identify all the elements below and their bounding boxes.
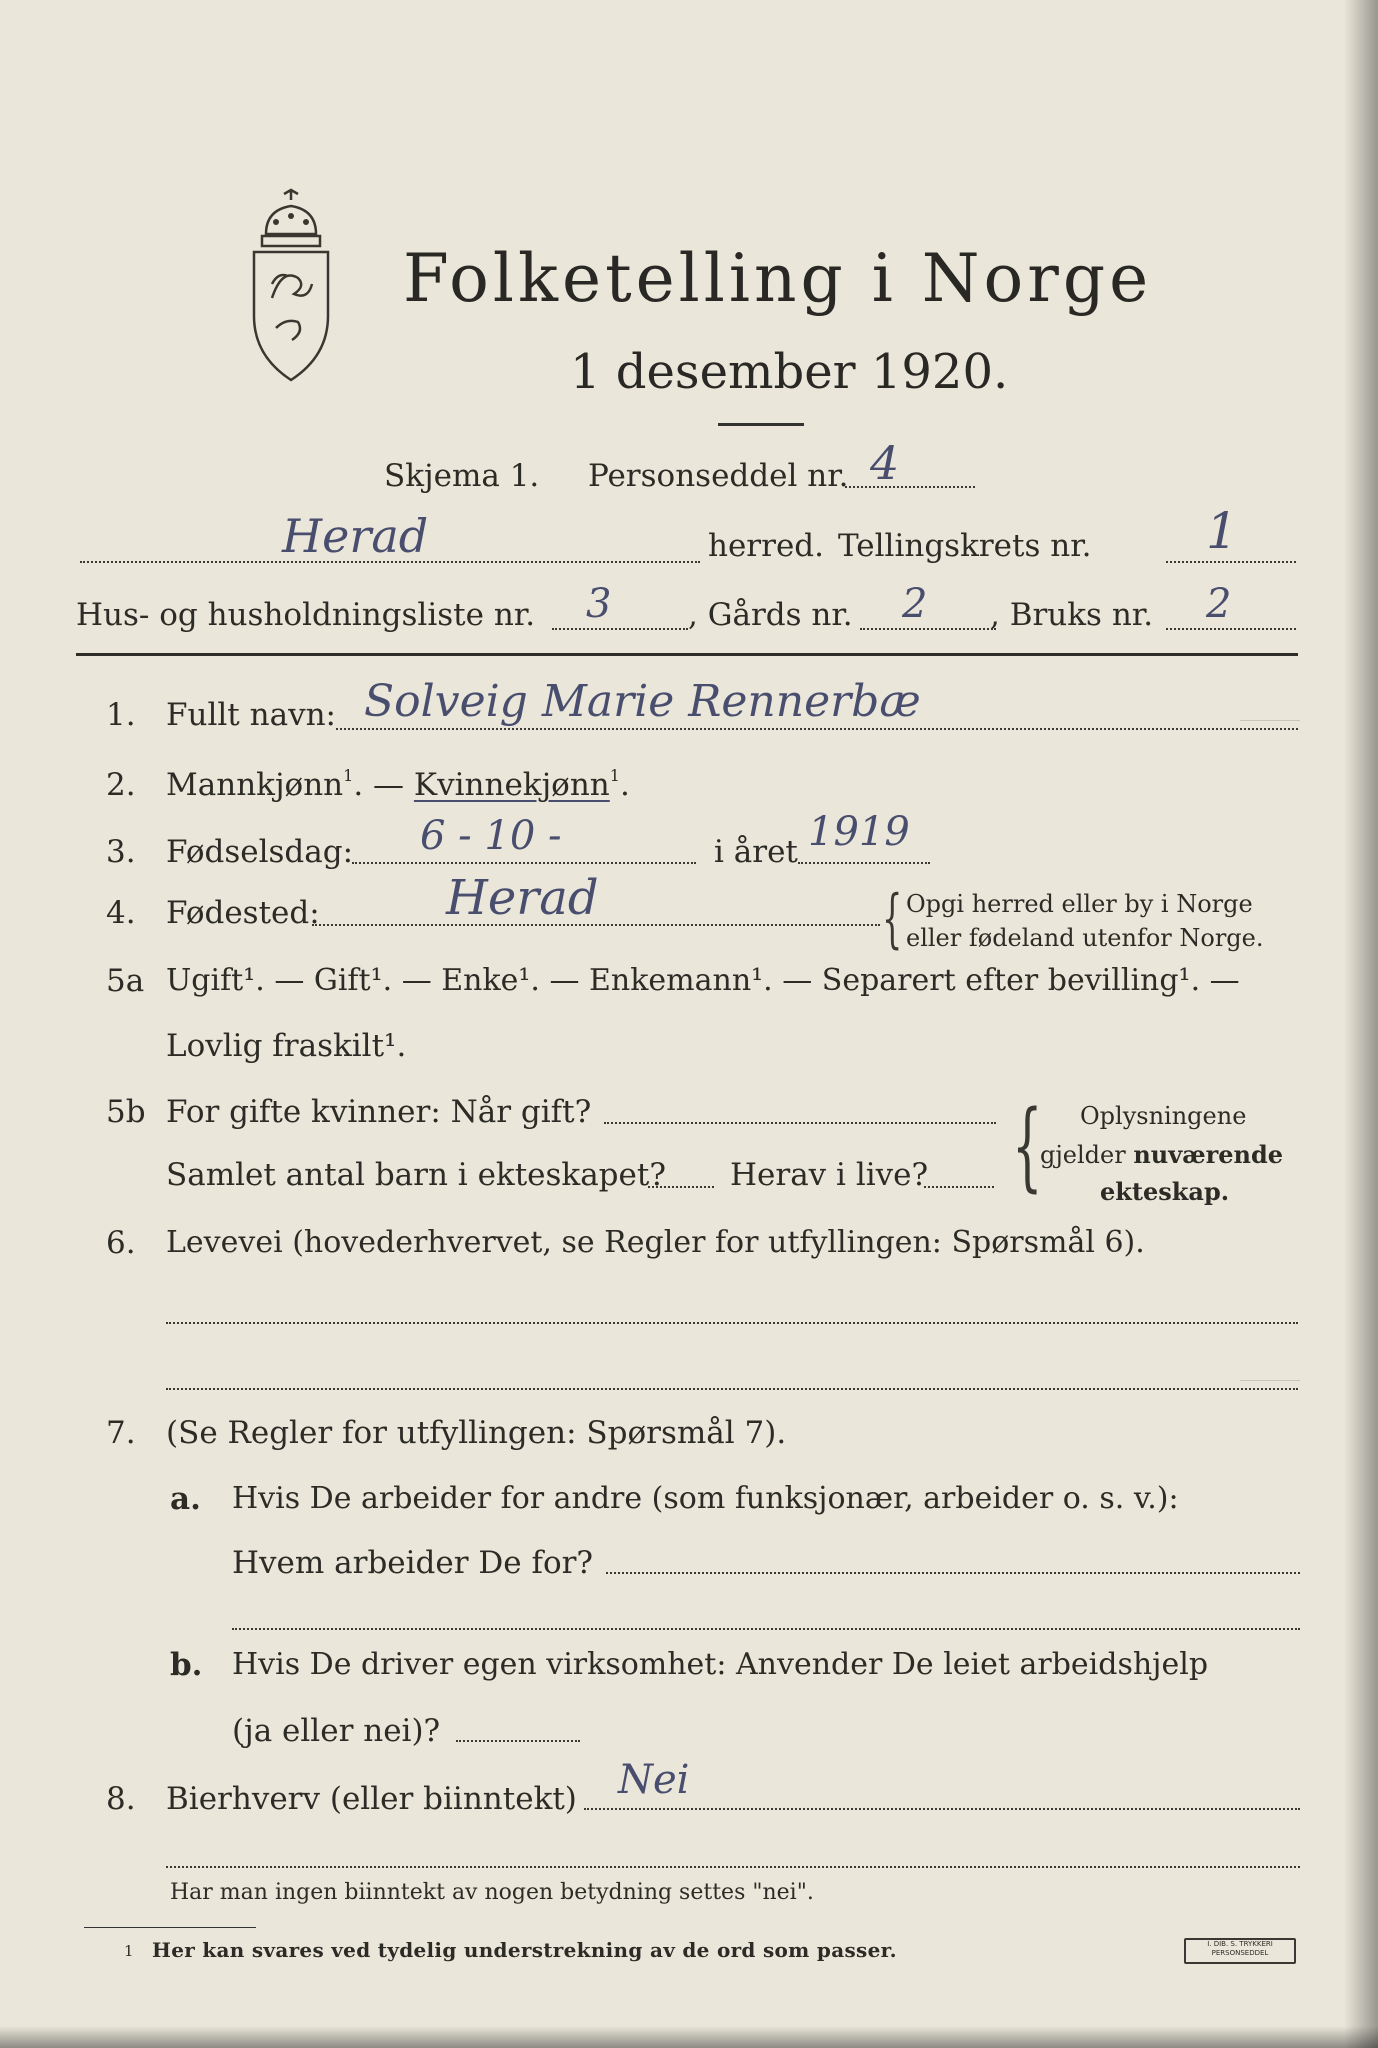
q8-number: 8. (106, 1781, 136, 1817)
q5b-married-line (604, 1122, 996, 1124)
q2-end: . (619, 767, 630, 803)
q7a-line2 (232, 1628, 1300, 1630)
q3-year-value: 1919 (808, 809, 910, 855)
personseddel-line (845, 486, 975, 488)
q3-year-line (798, 862, 930, 864)
printer-stamp-line2: PERSONSEDDEL (1211, 1949, 1269, 1957)
q6-line2 (166, 1388, 1298, 1390)
tellingskrets-value: 1 (1206, 502, 1238, 560)
q3-day-value: 6 - 10 - (420, 813, 562, 859)
q2-female: Kvinnekjønn (413, 767, 610, 803)
texture-mark-2 (1240, 1380, 1300, 1381)
q8-label: Bierhverv (eller biinntekt) (166, 1781, 577, 1817)
title-rule (718, 423, 804, 426)
footnote-marker: 1 (124, 1942, 134, 1960)
bruks-line (1166, 628, 1296, 630)
printer-stamp-line1: I. DIB. S. TRYKKERI (1207, 1940, 1273, 1948)
q3-number: 3. (106, 834, 136, 870)
q8-line1 (584, 1808, 1300, 1810)
personseddel-value: 4 (870, 436, 900, 490)
tellingskrets-line (1166, 561, 1296, 563)
herred-label: herred. (708, 528, 824, 564)
q5a-text2: Lovlig fraskilt¹. (166, 1028, 407, 1064)
personseddel-label: Personseddel nr. (588, 458, 849, 494)
q5b-alive-line (924, 1186, 994, 1188)
husliste-label: Hus- og husholdningsliste nr. (76, 597, 536, 633)
q4-label: Fødested: (166, 895, 320, 931)
q5b-label3: Herav i live? (730, 1157, 929, 1193)
q4-number: 4. (106, 895, 136, 931)
q2-male: Mannkjønn (166, 767, 344, 803)
q7b-letter: b. (170, 1647, 203, 1683)
q6-number: 6. (106, 1225, 136, 1261)
schema-label: Skjema 1. (384, 458, 540, 494)
footnote-text: Her kan svares ved tydelig understrekning av de ord som passer. (152, 1938, 897, 1962)
q5b-label2: Samlet antal barn i ekteskapet? (166, 1157, 666, 1193)
q5b-note-line2 (1040, 1140, 1283, 1169)
tellingskrets-label: Tellingskrets nr. (838, 528, 1092, 564)
gards-value: 2 (902, 581, 928, 627)
q1-line (336, 728, 1298, 730)
gards-label: , Gårds nr. (688, 597, 853, 633)
q3-year-label: i året (714, 834, 798, 870)
q8-value: Nei (618, 1757, 690, 1803)
husliste-value: 3 (586, 581, 612, 627)
q2-number: 2. (106, 767, 136, 803)
q4-brace: { (882, 882, 903, 956)
q5b-label1: For gifte kvinner: Når gift? (166, 1094, 592, 1130)
bruks-label: , Bruks nr. (990, 597, 1154, 633)
q1-number: 1. (106, 697, 136, 733)
q4-note-line1: Opgi herred eller by i Norge (906, 890, 1253, 918)
q5b-note-line1: Oplysningene (1080, 1102, 1247, 1130)
q8-line2 (166, 1866, 1300, 1868)
q7-label: (Se Regler for utfyllingen: Spørsmål 7). (166, 1415, 787, 1451)
herred-value: Herad (282, 509, 429, 563)
q5b-note-gjelder: gjelder (1040, 1141, 1134, 1169)
q7b-text: Hvis De driver egen virksomhet: Anvender De leiet arbeidshjelp (232, 1647, 1209, 1682)
q7a-line1 (606, 1572, 1300, 1574)
q5b-number: 5b (106, 1094, 146, 1130)
texture-mark-1 (1240, 720, 1300, 721)
q7a-letter: a. (170, 1481, 201, 1517)
q7a-text: Hvis De arbeider for andre (som funksjonær, arbeider o. s. v.): (232, 1481, 1179, 1516)
q4-value: Herad (446, 870, 599, 926)
q2-separator: . — (353, 767, 405, 803)
census-date: 1 desember 1920. (570, 344, 1009, 400)
q3-label: Fødselsdag: (166, 834, 354, 870)
q5a-number: 5a (106, 963, 145, 999)
q7-number: 7. (106, 1415, 136, 1451)
q1-label: Fullt navn: (166, 697, 336, 733)
gards-line (860, 628, 996, 630)
husliste-line (552, 628, 688, 630)
page-title: Folketelling i Norge (403, 240, 1153, 317)
q2-text: Mannkjønn$^1$. — Kvinnekjønn$^1$. (166, 766, 630, 803)
q5b-note-line3: ekteskap. (1100, 1177, 1230, 1206)
printer-stamp (1184, 1938, 1296, 1964)
q8-note: Har man ingen biinntekt av nogen betydning settes "nei". (170, 1880, 814, 1905)
q5a-text: Ugift¹. — Gift¹. — Enke¹. — Enkemann¹. — Separert efter bevilling¹. — (166, 963, 1240, 998)
q1-value: Solveig Marie Rennerbæ (364, 676, 921, 727)
q6-label: Levevei (hovederhvervet, se Regler for utfyllingen: Spørsmål 6). (166, 1225, 1145, 1260)
footnote-rule (84, 1927, 256, 1928)
q7a-text2: Hvem arbeider De for? (232, 1545, 594, 1581)
q7b-line (456, 1740, 580, 1742)
header-divider (76, 653, 1298, 656)
coat-of-arms-icon (232, 188, 350, 388)
q5b-brace: { (1012, 1090, 1043, 1202)
bruks-value: 2 (1206, 581, 1232, 627)
q3-day-line (352, 862, 696, 864)
q7b-text2: (ja eller nei)? (232, 1713, 441, 1749)
q5b-note-current: nuværende (1133, 1140, 1284, 1169)
q6-line1 (166, 1322, 1298, 1324)
q4-note-line2: eller fødeland utenfor Norge. (906, 924, 1264, 952)
q5b-children-line (648, 1186, 714, 1188)
